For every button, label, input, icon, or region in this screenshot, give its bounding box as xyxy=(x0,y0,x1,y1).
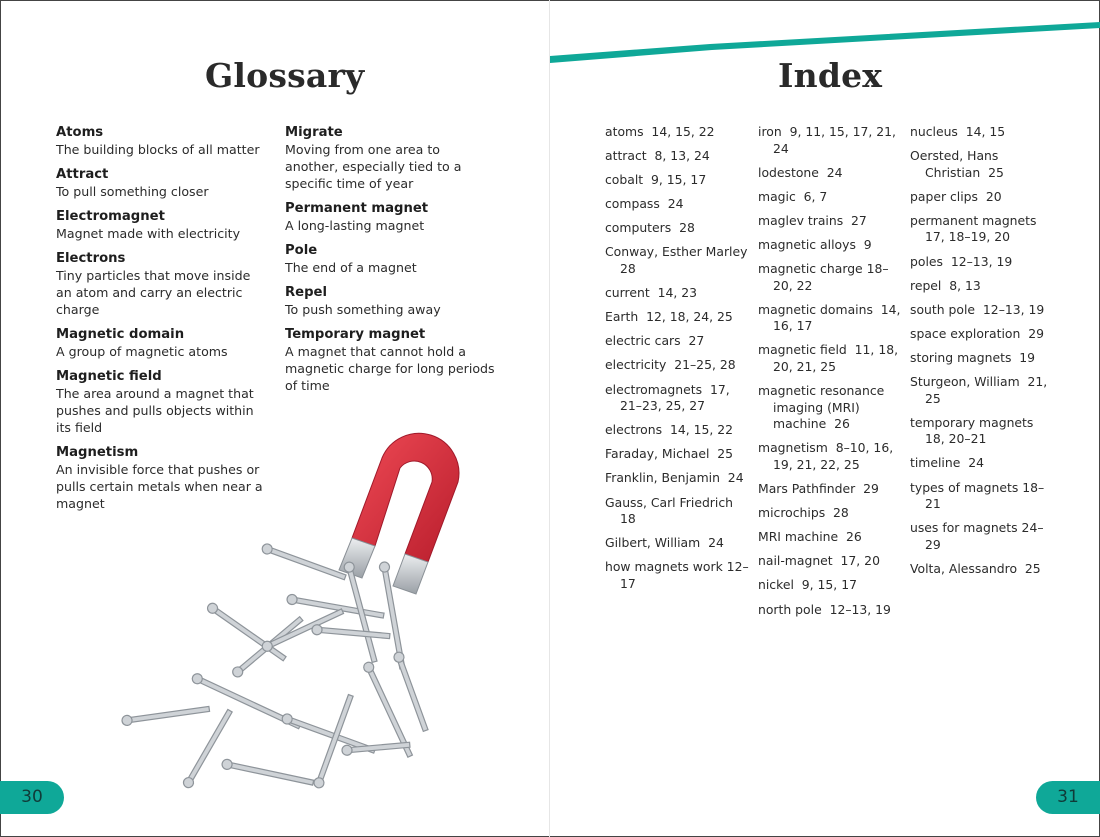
glossary-definition: Magnet made with electricity xyxy=(56,226,241,241)
glossary-term: Attract xyxy=(56,167,109,182)
glossary-definition: A magnet that cannot hold a magnetic charge for long periods of time xyxy=(285,344,495,393)
glossary-term: Atoms xyxy=(56,125,104,140)
index-entry: Gilbert, William 24 xyxy=(605,535,724,551)
glossary-term: Magnetism xyxy=(56,445,139,460)
glossary-term: Temporary magnet xyxy=(285,327,426,342)
glossary-entry xyxy=(56,250,266,318)
index-entry: nickel 9, 15, 17 xyxy=(758,577,857,593)
index-entry: electric cars 27 xyxy=(605,333,705,349)
glossary-entry xyxy=(285,124,497,192)
glossary-term: Electrons xyxy=(56,251,126,266)
book-spine xyxy=(549,0,550,837)
glossary-definition: The area around a magnet that pushes and pulls objects within its field xyxy=(56,386,254,435)
index-entry: temporary magnets 18, 20–21 xyxy=(910,414,1038,447)
glossary-entry xyxy=(285,200,497,234)
index-entry: computers 28 xyxy=(605,220,695,236)
glossary-entry xyxy=(285,242,497,276)
glossary-column-2 xyxy=(285,124,497,402)
glossary-entry xyxy=(56,326,266,360)
teal-accent-stripe xyxy=(0,0,1100,80)
index-entry: Gauss, Carl Friedrich 18 xyxy=(605,494,737,527)
glossary-entry xyxy=(285,284,497,318)
glossary-term: Electromagnet xyxy=(56,209,165,224)
index-entry: magnetic domains 14, 16, 17 xyxy=(758,301,905,334)
glossary-term: Permanent magnet xyxy=(285,201,429,216)
index-entry: electricity 21–25, 28 xyxy=(605,357,736,373)
glossary-entry xyxy=(285,326,497,394)
glossary-definition: The building blocks of all matter xyxy=(56,142,260,157)
horseshoe-magnet-with-screws-image xyxy=(120,420,460,830)
index-entry: microchips 28 xyxy=(758,505,849,521)
index-entry: Faraday, Michael 25 xyxy=(605,446,734,462)
index-entry: south pole 12–13, 19 xyxy=(910,301,1045,317)
index-entry: types of magnets 18–21 xyxy=(910,479,1045,512)
glossary-definition: A long-lasting magnet xyxy=(285,218,425,233)
page-number-right: 31 xyxy=(1036,781,1100,814)
index-entry: maglev trains 27 xyxy=(758,212,867,228)
glossary-definition: Tiny particles that move inside an atom and carry an electric charge xyxy=(56,268,251,317)
index-column-1 xyxy=(605,124,756,600)
index-entry: cobalt 9, 15, 17 xyxy=(605,172,707,188)
glossary-entry xyxy=(56,208,266,242)
index-title: Index xyxy=(778,56,883,95)
glossary-title: Glossary xyxy=(205,56,365,95)
index-entry: electromagnets 17, 21–23, 25, 27 xyxy=(605,381,734,414)
index-column-2 xyxy=(758,124,903,626)
index-entry: magnetic resonance imaging (MRI) machine 26 xyxy=(758,383,889,432)
glossary-term: Pole xyxy=(285,243,318,258)
index-entry: magic 6, 7 xyxy=(758,188,828,204)
index-entry: nucleus 14, 15 xyxy=(910,124,1006,139)
index-entry: magnetism 8–10, 16, 19, 21, 22, 25 xyxy=(758,440,898,472)
index-entry: space exploration 29 xyxy=(910,325,1044,341)
index-entry: timeline 24 xyxy=(910,455,984,471)
glossary-definition: Moving from one area to another, especially tied to a specific time of year xyxy=(285,142,462,191)
index-entry: Sturgeon, William 21, 25 xyxy=(910,374,1052,406)
index-entry: magnetic alloys 9 xyxy=(758,236,872,252)
glossary-definition: A group of magnetic atoms xyxy=(56,344,228,359)
glossary-entry xyxy=(56,124,266,158)
glossary-term: Magnetic domain xyxy=(56,327,185,342)
index-entry: north pole 12–13, 19 xyxy=(758,601,891,617)
index-entry: storing magnets 19 xyxy=(910,349,1036,365)
index-entry: poles 12–13, 19 xyxy=(910,253,1013,269)
index-entry: Mars Pathfinder 29 xyxy=(758,481,879,497)
index-entry: magnetic field 11, 18, 20, 21, 25 xyxy=(758,342,902,375)
page-number-left: 30 xyxy=(0,781,64,814)
index-column-3 xyxy=(910,124,1055,585)
glossary-term: Migrate xyxy=(285,125,343,140)
glossary-definition: To pull something closer xyxy=(56,184,209,199)
index-entry: compass 24 xyxy=(605,196,684,212)
index-entry: current 14, 23 xyxy=(605,285,697,301)
index-entry: paper clips 20 xyxy=(910,188,1002,204)
index-entry: MRI machine 26 xyxy=(758,529,862,545)
index-entry: iron 9, 11, 15, 17, 21, 24 xyxy=(758,124,900,156)
index-entry: lodestone 24 xyxy=(758,164,843,180)
index-entry: attract 8, 13, 24 xyxy=(605,148,710,164)
glossary-definition: An invisible force that pushes or pulls certain metals when near a magnet xyxy=(56,462,263,511)
index-entry: repel 8, 13 xyxy=(910,277,981,293)
index-entry: Volta, Alessandro 25 xyxy=(910,560,1041,576)
index-entry: how magnets work 12–17 xyxy=(605,559,749,591)
glossary-definition: The end of a magnet xyxy=(285,260,417,275)
index-entry: uses for magnets 24–29 xyxy=(910,520,1044,552)
glossary-term: Magnetic field xyxy=(56,369,162,384)
index-entry: electrons 14, 15, 22 xyxy=(605,422,734,438)
index-entry: Conway, Esther Marley 28 xyxy=(605,244,756,277)
index-entry: permanent magnets 17, 18–19, 20 xyxy=(910,212,1041,245)
index-entry: magnetic charge 18–20, 22 xyxy=(758,261,889,293)
glossary-entry xyxy=(56,166,266,200)
index-entry: atoms 14, 15, 22 xyxy=(605,124,715,139)
index-entry: Earth 12, 18, 24, 25 xyxy=(605,309,733,325)
glossary-term: Repel xyxy=(285,285,328,300)
glossary-definition: To push something away xyxy=(285,302,441,317)
index-entry: nail-magnet 17, 20 xyxy=(758,553,880,569)
index-entry: Oersted, Hans Christian 25 xyxy=(910,148,1004,180)
index-entry: Franklin, Benjamin 24 xyxy=(605,470,744,486)
